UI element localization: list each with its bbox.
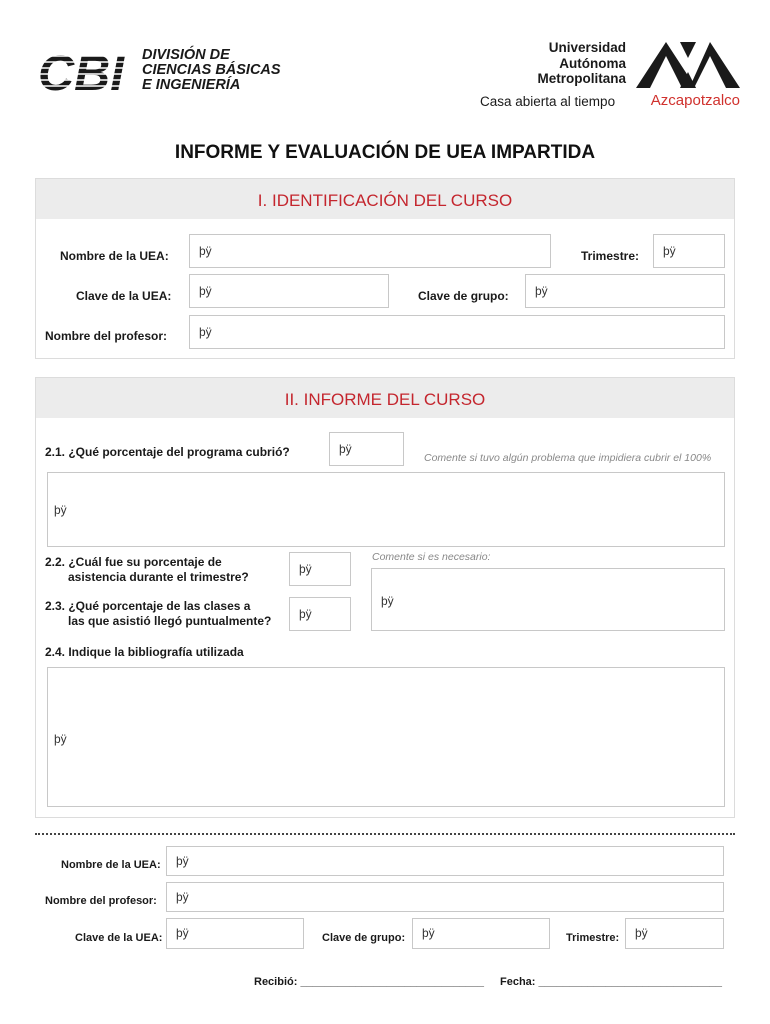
uam-line-1: Universidad [548, 40, 626, 55]
profesor-field[interactable]: þÿ [189, 315, 725, 349]
trimestre-field[interactable]: þÿ [653, 234, 725, 268]
q24-label: 2.4. Indique la bibliografía utilizada [45, 645, 244, 659]
document-title: INFORME Y EVALUACIÓN DE UEA IMPARTIDA [174, 142, 596, 163]
section-informe [35, 377, 735, 818]
uam-line-2: Autónoma [559, 55, 626, 71]
uam-line-3: Metropolitana [537, 71, 626, 86]
section-1-heading: I. IDENTIFICACIÓN DEL CURSO [36, 179, 734, 219]
receipt-profesor-field[interactable]: þÿ [166, 882, 724, 912]
uea-name-field[interactable]: þÿ [189, 234, 551, 268]
cbi-division-name [142, 48, 281, 93]
q22-percentage-field[interactable]: þÿ [289, 552, 351, 586]
clave-grupo-field[interactable]: þÿ [525, 274, 725, 308]
uam-logo-block [480, 40, 740, 114]
clave-uea-field[interactable]: þÿ [189, 274, 389, 308]
receipt-trimestre-field[interactable]: þÿ [625, 918, 724, 949]
uea-name-label: Nombre de la UEA: [60, 249, 169, 263]
section-identificacion [35, 178, 735, 359]
uam-tagline: Casa abierta al tiempo [480, 94, 616, 109]
q2223-hint: Comente si es necesario: [372, 551, 491, 563]
cbi-line-3: E INGENIERÍA [142, 77, 241, 93]
q21-percentage-field[interactable]: þÿ [329, 432, 404, 466]
fecha-signature-line[interactable]: Fecha: ______________________________ [500, 976, 723, 988]
cbi-abbrev: CBI [38, 46, 125, 96]
q21-comment-field[interactable]: þÿ [47, 472, 725, 547]
cut-line [35, 833, 735, 835]
uam-emblem-icon [636, 42, 740, 88]
profesor-label: Nombre del profesor: [45, 329, 168, 343]
uam-campus: Azcapotzalco [650, 92, 740, 109]
cbi-wordmark-icon [38, 46, 138, 96]
q21-label: 2.1. ¿Qué porcentaje del programa cubrió? [45, 445, 290, 459]
receipt-uea-name-field[interactable]: þÿ [166, 846, 724, 876]
cbi-line-1: DIVISIÓN DE [142, 47, 230, 63]
clave-uea-label: Clave de la UEA: [76, 289, 172, 303]
q23-label [45, 599, 271, 629]
q2223-comment-field[interactable]: þÿ [371, 568, 725, 631]
receipt-profesor-label: Nombre del profesor: [45, 895, 157, 907]
clave-grupo-label: Clave de grupo: [418, 289, 509, 303]
q21-hint: Comente si tuvo algún problema que impidiera cubrir el 100% [424, 452, 712, 464]
q22-label [45, 555, 249, 585]
q22-label-line-2: asistencia durante el trimestre? [68, 570, 249, 584]
q23-percentage-field[interactable]: þÿ [289, 597, 351, 631]
q22-label-line-1: 2.2. ¿Cuál fue su porcentaje de [45, 555, 222, 569]
bibliografia-field[interactable]: þÿ [47, 667, 725, 807]
uam-name [537, 40, 626, 87]
receipt-clave-uea-label: Clave de la UEA: [75, 932, 163, 944]
receipt-clave-uea-field[interactable]: þÿ [166, 918, 304, 949]
q23-label-line-2: las que asistió llegó puntualmente? [68, 614, 272, 628]
trimestre-label: Trimestre: [581, 249, 640, 263]
receipt-clave-grupo-field[interactable]: þÿ [412, 918, 550, 949]
q23-label-line-1: 2.3. ¿Qué porcentaje de las clases a [45, 599, 251, 613]
receipt-trimestre-label: Trimestre: [566, 932, 620, 944]
section-2-heading: II. INFORME DEL CURSO [36, 378, 734, 418]
receipt-uea-name-label: Nombre de la UEA: [61, 859, 161, 871]
cbi-line-2: CIENCIAS BÁSICAS [142, 62, 281, 78]
cbi-logo [38, 46, 281, 100]
recibio-signature-line[interactable]: Recibió: ______________________________ [254, 976, 484, 988]
receipt-clave-grupo-label: Clave de grupo: [322, 932, 406, 944]
